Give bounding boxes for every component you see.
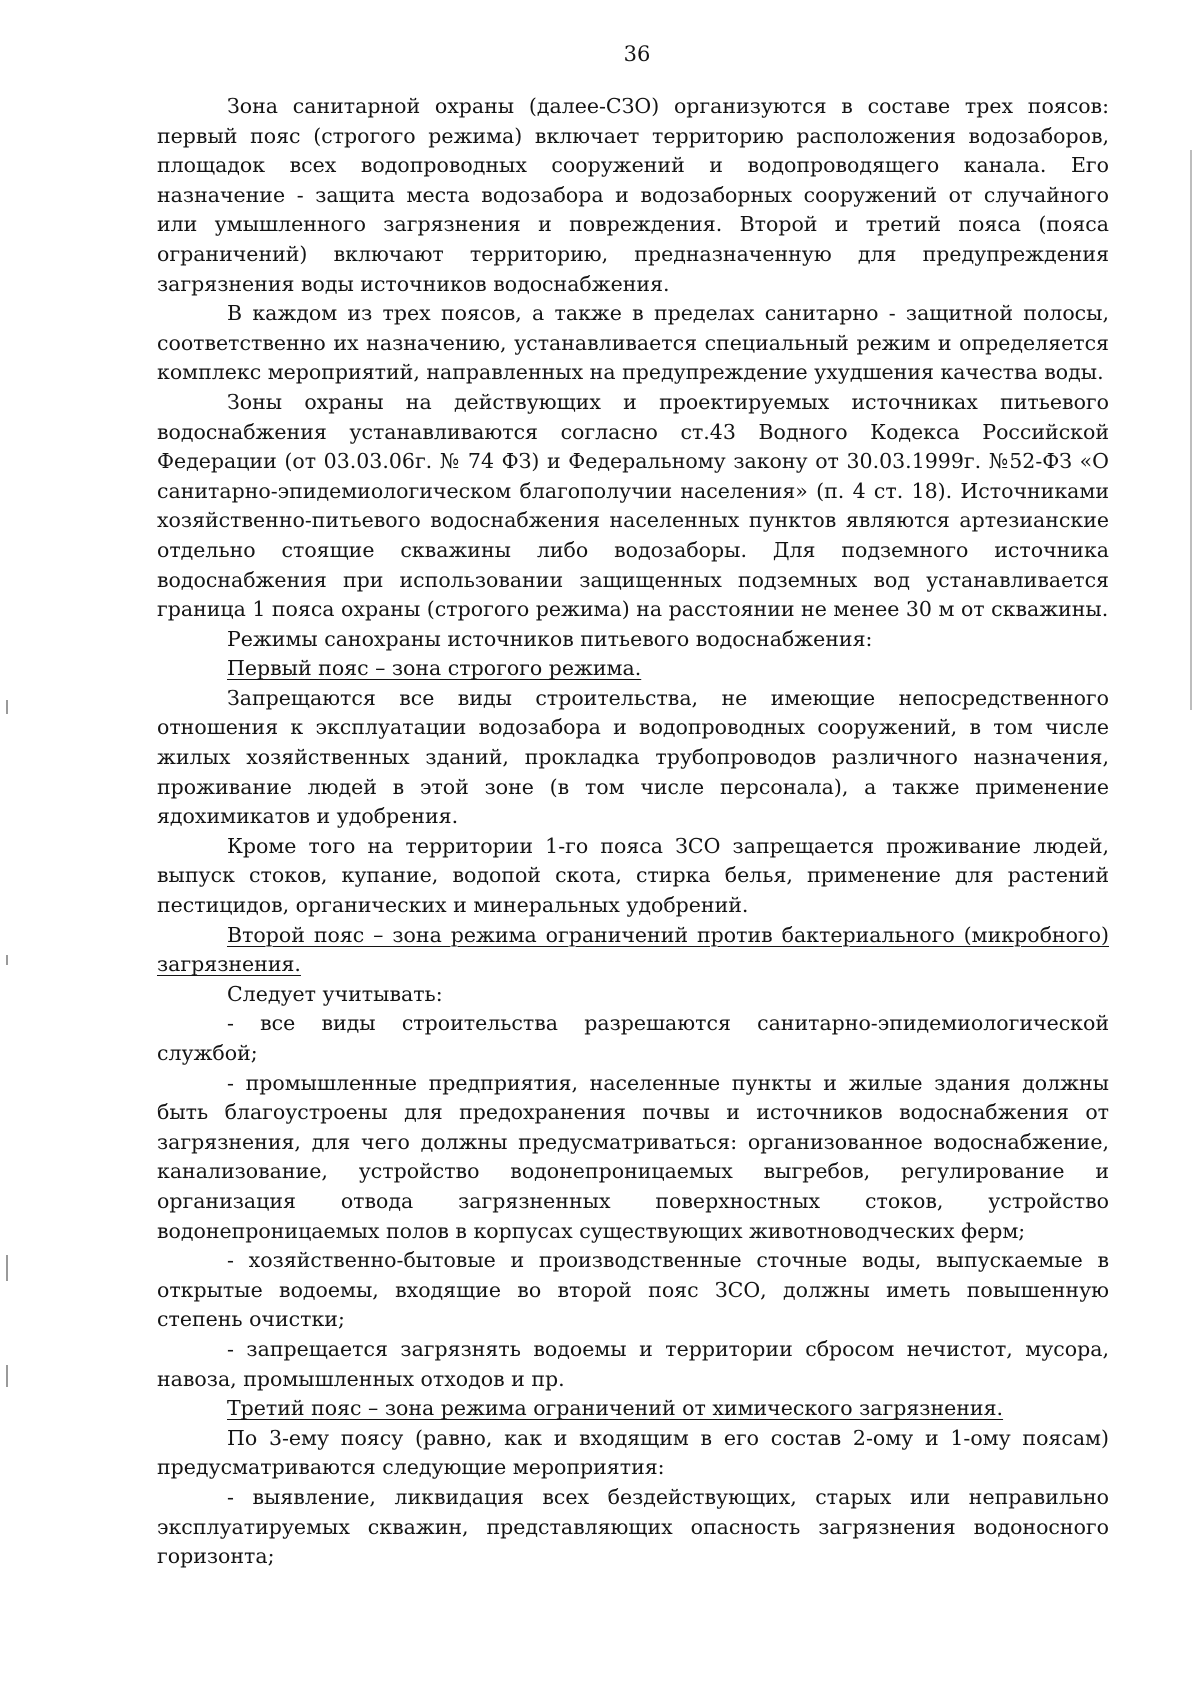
list-item-wells: - выявление, ликвидация всех бездействующих, старых или неправильно эксплуатируемых скважин, представляющих опасность загрязнения водоносного горизонта; [157, 1484, 1109, 1569]
heading-first-belt [157, 654, 1109, 684]
paragraph-szo-zones: Зона санитарной охраны (далее-СЗО) организуются в составе трех поясов: первый пояс (строгого режима) включает территорию расположения водозаборов, площадок всех водопроводных сооружений и водопроводящего канала. Его назначение - защита места водозабора и водозаборных сооружений от случайного или умышленного загрязнения и повреждения. Второй и третий пояса (пояса ограничений) включают территорию, предназначенную для предупреждения загрязнения воды источников водоснабжения. [157, 94, 1109, 296]
list-item-industrial: - промышленные предприятия, населенные пункты и жилые здания должны быть благоустроены для предохранения почвы и источников водоснабжения от загрязнения, для чего должны предусматриваться: организованное водоснабжение, канализование, устройство водонепроницаемых выгребов, регулирование и организация отвода загрязненных поверхностных стоков, устройство водонепроницаемых полов в корпусах существующих животноводческих ферм; [157, 1070, 1109, 1243]
paragraph-should-consider: Следует учитывать: [227, 981, 443, 1006]
paragraph-special-regime: В каждом из трех поясов, а также в пределах санитарно - защитной полосы, соответственно их назначению, устанавливается специальный режим и определяется комплекс мероприятий, направленных на предупреждение ухудшения качества воды. [157, 301, 1109, 385]
heading-third-belt [157, 1394, 1109, 1424]
scan-edge-mark [6, 1255, 8, 1281]
paragraph-legal-basis: Зоны охраны на действующих и проектируемых источниках питьевого водоснабжения устанавливаются согласно ст.43 Водного Кодекса Российской Федерации (от 03.03.06г. № 74 ФЗ) и Федеральному закону от 30.03.1999г. №52-ФЗ «О санитарно-эпидемиологическом благополучии населения» (п. 4 ст. 18). Источниками хозяйственно-питьевого водоснабжения населенных пунктов являются артезианские отдельно стоящие скважины либо водозаборы. Для подземного источника водоснабжения при использовании защищенных подземных вод устанавливается граница 1 пояса охраны (строгого режима) на расстоянии не менее 30 м от скважины. [157, 389, 1109, 622]
heading-first-belt-text: Первый пояс – зона строгого режима. [227, 656, 642, 681]
scan-edge-mark [6, 700, 8, 714]
heading-second-belt-text: Второй пояс – зона режима ограничений против бактериального (микробного) загрязнения. [157, 922, 1109, 977]
paragraph-third-belt-measures: По 3-ему поясу (равно, как и входящим в его состав 2-ому и 1-ому поясам) предусматриваются следующие мероприятия: [157, 1425, 1109, 1480]
paragraph-additional-prohibitions: Кроме того на территории 1-го пояса ЗСО запрещается проживание людей, выпуск стоков, купание, водопой скота, стирка белья, применение для растений пестицидов, органических и минеральных удобрений. [157, 833, 1109, 918]
list-item-pollution-ban: - запрещается загрязнять водоемы и территории сбросом нечистот, мусора, навоза, промышленных отходов и пр. [157, 1336, 1109, 1391]
heading-second-belt [157, 921, 1109, 980]
scan-edge-mark [6, 955, 8, 965]
paragraph-regimes-intro: Режимы санохраны источников питьевого водоснабжения: [227, 626, 873, 651]
paragraph-prohibitions: Запрещаются все виды строительства, не имеющие непосредственного отношения к эксплуатации водозабора и водопроводных сооружений, в том числе жилых хозяйственных зданий, прокладка трубопроводов различного назначения, проживание людей в этой зоне (в том числе персонала), а также применение ядохимикатов и удобрения. [157, 685, 1109, 829]
scan-edge-line [1190, 150, 1192, 710]
list-item-construction: - все виды строительства разрешаются санитарно-эпидемиологической службой; [157, 1011, 1109, 1065]
page-number: 36 [623, 42, 651, 66]
list-item-wastewater: - хозяйственно-бытовые и производственные сточные воды, выпускаемые в открытые водоемы, входящие во второй пояс ЗСО, должны иметь повышенную степень очистки; [157, 1248, 1109, 1332]
document-body [157, 92, 1109, 1572]
scan-edge-mark [6, 1365, 8, 1387]
heading-third-belt-text: Третий пояс – зона режима ограничений от химического загрязнения. [227, 1396, 1004, 1421]
